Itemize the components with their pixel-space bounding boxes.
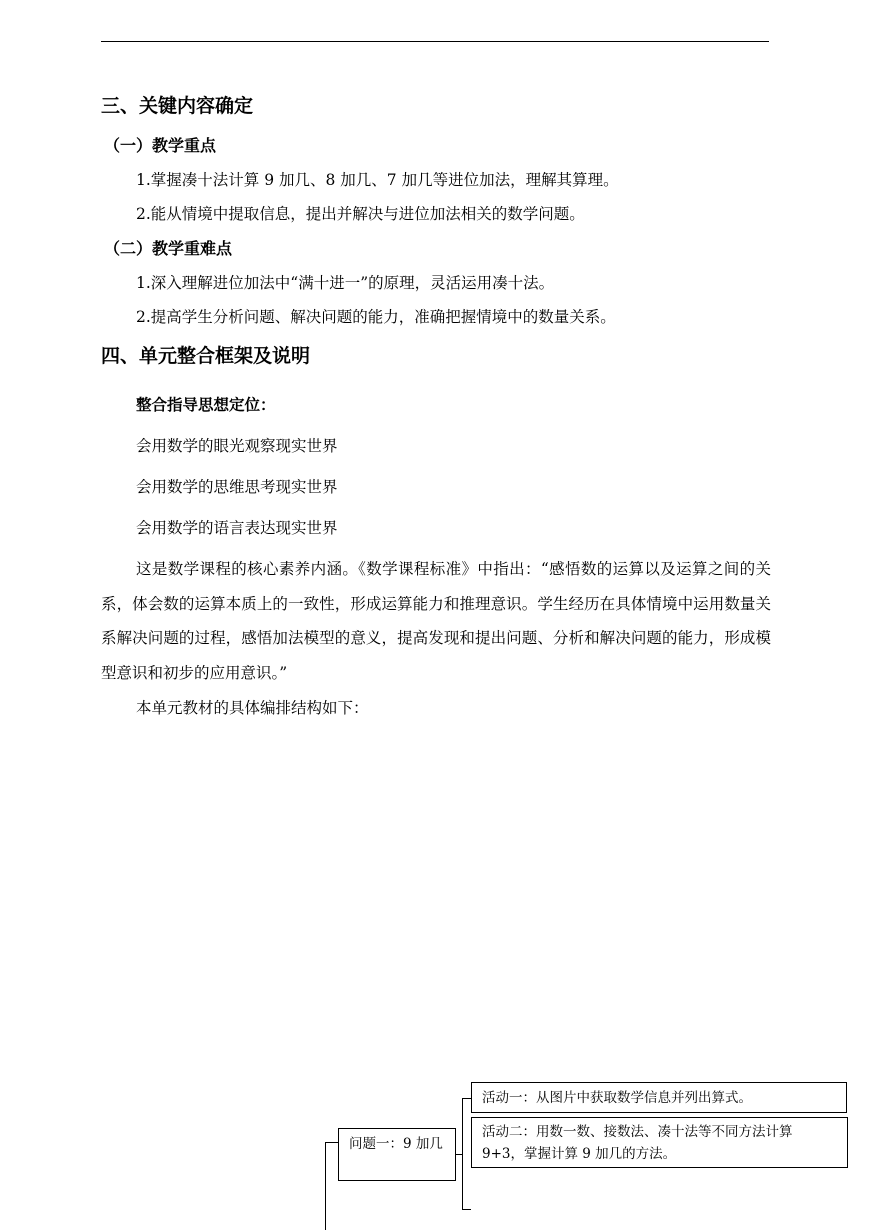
branch-top [462, 1098, 471, 1099]
difficult-points-heading: （二）教学重难点 [104, 239, 233, 258]
literacy-line-1: 会用数学的眼光观察现实世界 [136, 437, 338, 455]
trunk-line [325, 1142, 326, 1230]
section-3-title: 三、关键内容确定 [101, 95, 254, 117]
structure-intro: 本单元教材的具体编排结构如下： [136, 699, 369, 717]
section-4-title: 四、单元整合框架及说明 [101, 345, 311, 367]
key-points-heading: （一）教学重点 [104, 136, 217, 155]
trunk-connector [325, 1142, 338, 1143]
key-point-2: 2.能从情境中提取信息，提出并解决与进位加法相关的数学问题。 [136, 205, 585, 223]
difficult-point-1: 1.深入理解进位加法中“满十进一”的原理，灵活运用凑十法。 [136, 274, 555, 292]
key-point-1: 1.掌握凑十法计算 9 加几、8 加几、7 加几等进位加法，理解其算理。 [136, 171, 619, 189]
literacy-line-2: 会用数学的思维思考现实世界 [136, 478, 338, 496]
difficult-point-2: 2.提高学生分析问题、解决问题的能力，准确把握情境中的数量关系。 [136, 308, 616, 326]
activity-1-box: 活动一：从图片中获取数学信息并列出算式。 [471, 1082, 847, 1113]
curriculum-paragraph: 这是数学课程的核心素养内涵。《数学课程标准》中指出：“感悟数的运算以及运算之间的关系，体会数的运算本质上的一致性，形成运算能力和推理意识。学生经历在具体情境中运用数量关系解决问题的过程，感悟加法模型的意义，提高发现和提出问题、分析和解决问题的能力，形成模型意识和初步的应用意识。” [101, 560, 771, 682]
guiding-heading: 整合指导思想定位： [136, 396, 276, 414]
header-rule [101, 41, 769, 42]
branch-bottom [462, 1209, 471, 1210]
literacy-line-3: 会用数学的语言表达现实世界 [136, 519, 338, 537]
branch-line [462, 1098, 463, 1210]
activity-2-box: 活动二：用数一数、接数法、凑十法等不同方法计算 9+3，掌握计算 9 加几的方法。 [471, 1117, 848, 1168]
problem-1-box: 问题一：9 加几 [338, 1128, 456, 1181]
